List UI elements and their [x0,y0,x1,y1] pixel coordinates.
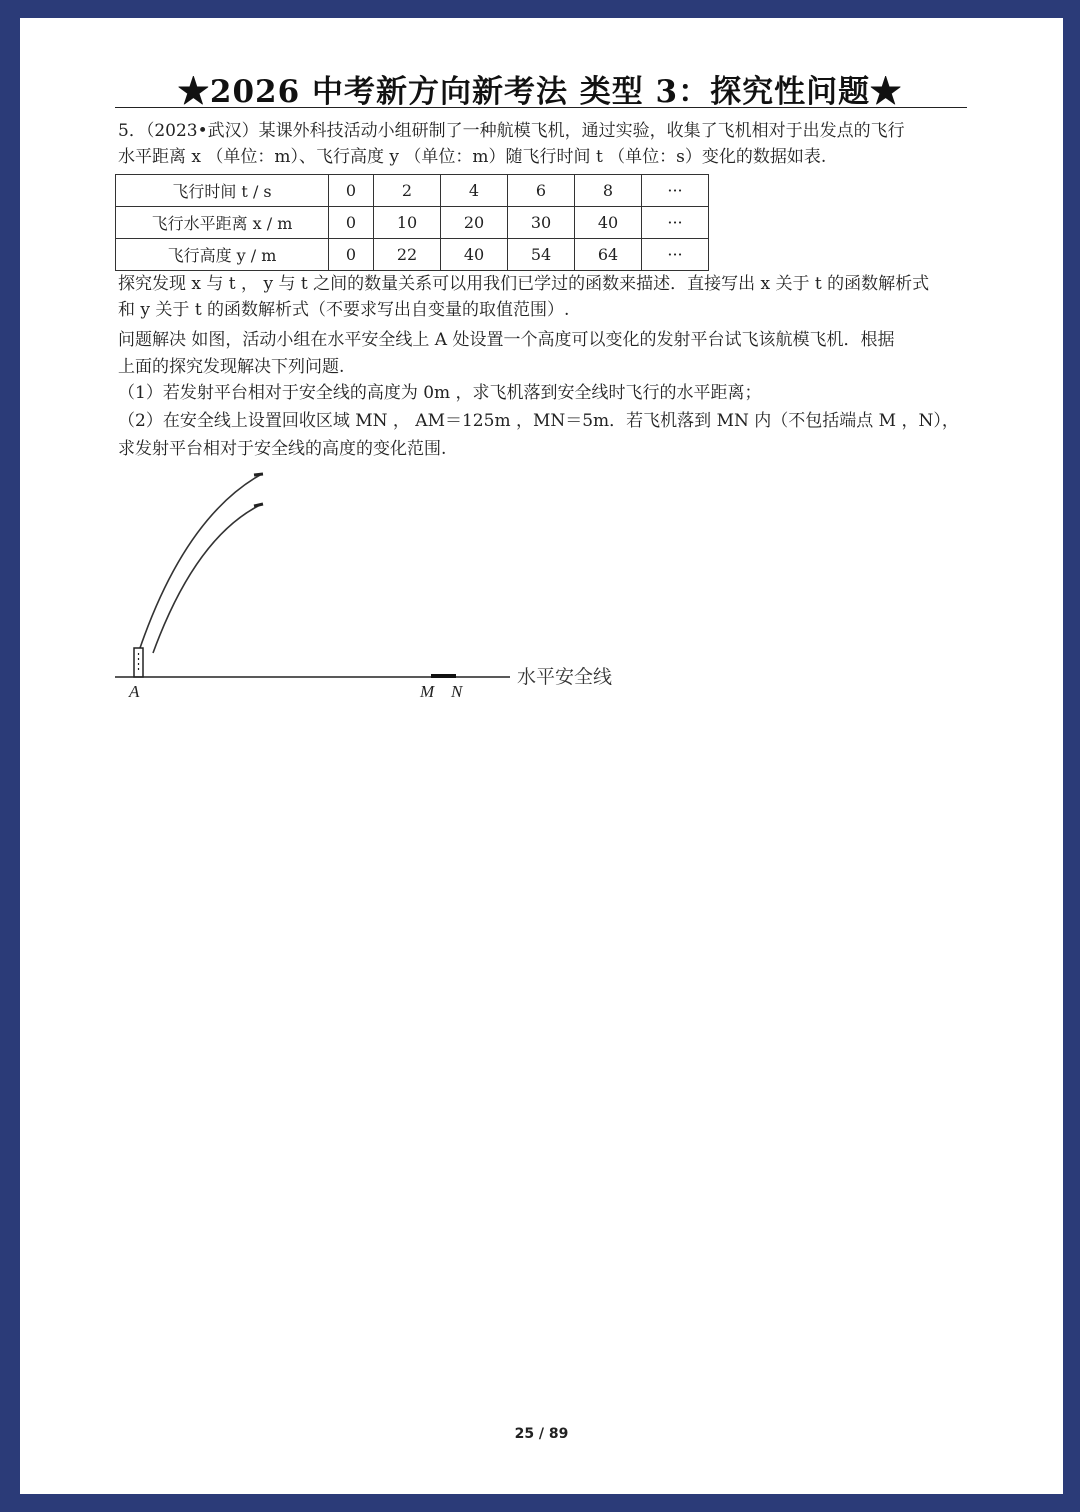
table-row-label: 飞行高度 y / m [116,239,329,271]
table-cell: 8 [575,175,642,207]
plane-marker-lower [254,504,263,506]
data-table [115,174,709,271]
table-cell: 30 [508,207,575,239]
safety-line-label: 水平安全线 [517,666,613,688]
problem-intro-line-2: 水平距离 x （单位：m）、飞行高度 y （单位：m）随飞行时间 t （单位：s）变化的数据如表. [118,147,827,167]
plane-marker-top [254,474,263,475]
table-cell: 2 [374,175,441,207]
table-row-label: 飞行时间 t / s [116,175,329,207]
table-row [116,207,709,239]
question-2-line-2: 求发射平台相对于安全线的高度的变化范围. [118,439,447,459]
table-cell: 4 [441,175,508,207]
point-m-label: M [420,682,435,701]
table-cell: ··· [642,239,709,271]
document-page [20,18,1063,1494]
table-cell: 0 [329,175,374,207]
table-row [116,175,709,207]
trajectory-outer-curve [140,475,260,648]
title-divider [115,107,967,108]
page-number: 25 / 89 [514,1426,569,1442]
table-cell: 20 [441,207,508,239]
table-cell: 10 [374,207,441,239]
table-row [116,239,709,271]
launch-platform [134,648,143,677]
point-n-label: N [451,682,463,701]
page-title: ★2026 中考新方向新考法 类型 3：探究性问题★ [177,74,903,110]
explore-line-1: 探究发现 x 与 t ， y 与 t 之间的数量关系可以用我们已学过的函数来描述．直接写出 x 关于 t 的函数解析式 [118,274,930,294]
solve-line-1: 问题解决 如图，活动小组在水平安全线上 A 处设置一个高度可以变化的发射平台试飞该航模飞机．根据 [118,330,895,350]
question-1: （1）若发射平台相对于安全线的高度为 0m ，求飞机落到安全线时飞行的水平距离； [118,383,762,403]
table-cell: 40 [441,239,508,271]
point-a-label: A [129,682,140,701]
table-cell: ··· [642,207,709,239]
table-cell: 40 [575,207,642,239]
table-cell: 6 [508,175,575,207]
table-cell: 0 [329,207,374,239]
explore-line-2: 和 y 关于 t 的函数解析式（不要求写出自变量的取值范围）. [118,300,570,320]
table-cell: 0 [329,239,374,271]
solve-line-2: 上面的探究发现解决下列问题. [118,357,345,377]
table-cell: 64 [575,239,642,271]
question-2-line-1: （2）在安全线上设置回收区域 MN ， AM＝125m ，MN＝5m．若飞机落到 MN 内（不包括端点 M ，N）， [118,411,959,431]
problem-intro-line-1: 5．（2023•武汉）某课外科技活动小组研制了一种航模飞机，通过实验，收集了飞机相对于出发点的飞行 [118,121,905,141]
table-row-label: 飞行水平距离 x / m [116,207,329,239]
table-cell: 54 [508,239,575,271]
table-cell: 22 [374,239,441,271]
trajectory-figure [115,468,635,708]
table-cell: ··· [642,175,709,207]
